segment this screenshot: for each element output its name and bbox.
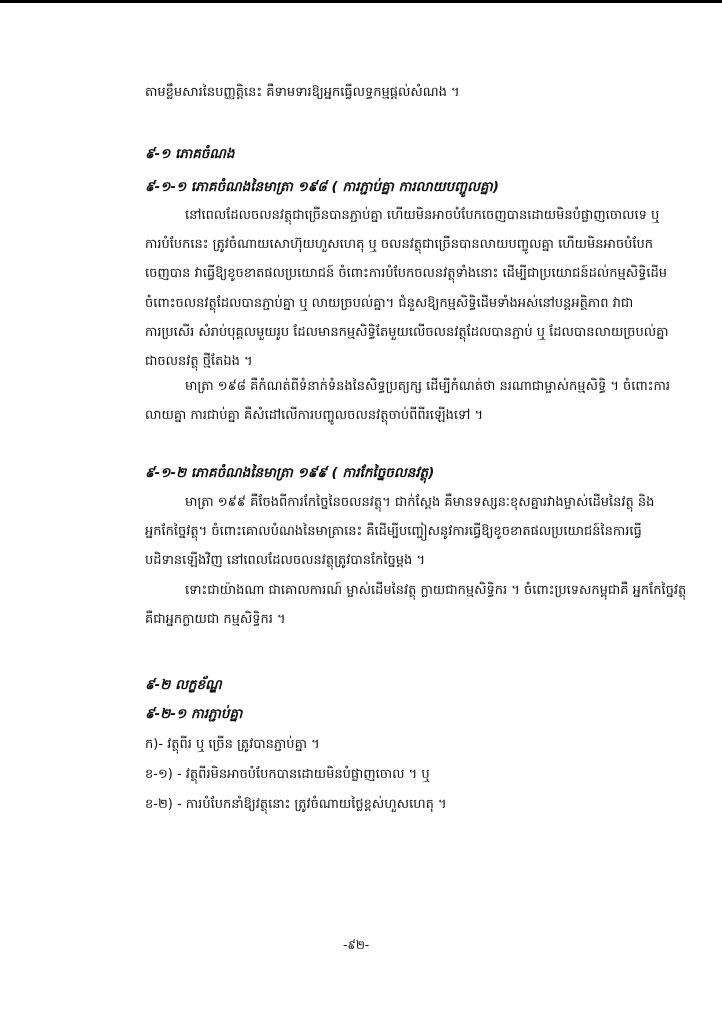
- paragraph-line: គឺជាអ្នកក្លាយជា កម្មសិទ្ធិករ ។: [145, 612, 286, 627]
- paragraph-line: លាយគ្នា ការជាប់គ្នា គឺសំដៅលើការបញ្ចូលចលនវត្ថុចាប់ពីពីរឡើងទៅ ។: [145, 408, 484, 423]
- paragraph-line: មាត្រា ១៩៩ គឺចែងពីការកែច្នៃនៃចលនវត្ថុ។ ជាក់ស្ដែង គឺមានទស្សនៈខុសគ្នារវាងម្ចាស់ដើមនៃវត្ថុ និង: [185, 495, 655, 510]
- subsection-heading-9-2-1: ៩-២-១ ការភ្ជាប់គ្នា: [145, 706, 243, 722]
- list-item: ក)- វត្ថុពីរ ឬ ច្រើន ត្រូវបានភ្ជាប់គ្នា ។: [145, 737, 320, 752]
- paragraph-line: ការប្រសើរ សំរាប់បុគ្គលមួយរូប ដែលមានកម្មសិទ្ធិតែមួយលើចលនវត្ថុដែលបានភ្ជាប់ ឬ ដែលបានលាយច្របល់គ្នា: [145, 325, 669, 340]
- paragraph-line: នៅពេលដែលចលនវត្ថុជាច្រើនបានភ្ជាប់គ្នា ហើយមិនអាចបំបែកចេញបានដោយមិនបំផ្លាញចោលទេ ឬ: [185, 208, 660, 223]
- subsection-heading-9-1-2: ៩-១-២ ភោគចំណងនៃមាត្រា ១៩៩ ( ការកែច្នៃចលនវត្ថុ): [145, 465, 435, 481]
- paragraph-line: មាត្រា ១៩៨ គឺកំណត់ពីទំនាក់ទំនងនៃសិទ្ធប្រត្យក្ស ដើម្បីកំណត់ថា នរណាជាម្ចាស់កម្មសិទ្ធិ ។ ចំពោះការ: [185, 379, 670, 394]
- paragraph-line: ចេញបាន វាធ្វើឱ្យខូចខាតផលប្រយោជន៍ ចំពោះការបំបែកចលនវត្ថុទាំងនោះ ដើម្បីជាប្រយោជន៍ដល់កម្មសិទ្ធិដើម: [145, 266, 668, 281]
- list-item: ខ-១) - វត្ថុពីរមិនអាចបំបែកបានដោយមិនបំផ្លាញចោល ។ ឬ: [145, 767, 430, 782]
- page-number: -៩២-: [343, 938, 370, 952]
- paragraph-line: ការបំបែកនេះ ត្រូវចំណាយសោហ៊ុយហួសហេតុ ឬ ចលនវត្ថុជាច្រើនបានលាយបញ្ចូលគ្នា ហើយមិនអាចបំបែក: [145, 237, 653, 252]
- page-top-rule: [0, 0, 722, 3]
- paragraph-line: អ្នកកែច្នៃវត្ថុ។ ចំពោះគោលបំណងនៃមាត្រានេះ គឺដើម្បីបញ្ចៀសនូវការធ្វើឱ្យខូចខាតផលប្រយោជន៍នៃការធ្វើ: [145, 524, 642, 539]
- subsection-heading-9-1-1: ៩-១-១ ភោគចំណងនៃមាត្រា ១៩៨ ( ការភ្ជាប់គ្នា ការលាយបញ្ចូលគ្នា): [145, 179, 499, 195]
- paragraph-line: ទោះជាយ៉ាងណា ជាគោលការណ៍ ម្ចាស់ដើមនៃវត្ថុ ក្លាយជាកម្មសិទ្ធិករ ។ ចំពោះប្រទេសកម្ពុជាគឺ អ្នកកែច្នៃវត្ថុ: [185, 583, 687, 598]
- list-item: ខ-២) - ការបំបែកនាំឱ្យវត្ថុនោះ ត្រូវចំណាយថ្លៃខ្ពស់ហួសហេតុ ។: [145, 797, 447, 812]
- section-heading-9-1: ៩-១ ភោគចំណង: [145, 146, 235, 162]
- section-heading-9-2: ៩-២ លក្ខខ័ណ្ឌ: [145, 677, 222, 693]
- intro-line: តាមខ្លឹមសារនៃបញ្ញត្តិនេះ គឺទាមទារឱ្យអ្នកធ្វើលទ្ធកម្មផ្ដល់សំណង ។: [145, 85, 460, 100]
- paragraph-line: បដិទានឡើងវិញ នៅពេលដែលចលនវត្ថុត្រូវបានកែច្នៃម្ដង ។: [145, 553, 426, 568]
- paragraph-line: ជាចលនវត្ថុ ថ្មីតែឯង ។: [145, 354, 253, 369]
- paragraph-line: ចំពោះចលនវត្ថុដែលបានភ្ជាប់គ្នា ឬ លាយច្របល់គ្នា។ ជំនួសឱ្យកម្មសិទ្ធិដើមទាំងអស់នៅបន្តអត្ថិភាព វាជា: [145, 296, 634, 311]
